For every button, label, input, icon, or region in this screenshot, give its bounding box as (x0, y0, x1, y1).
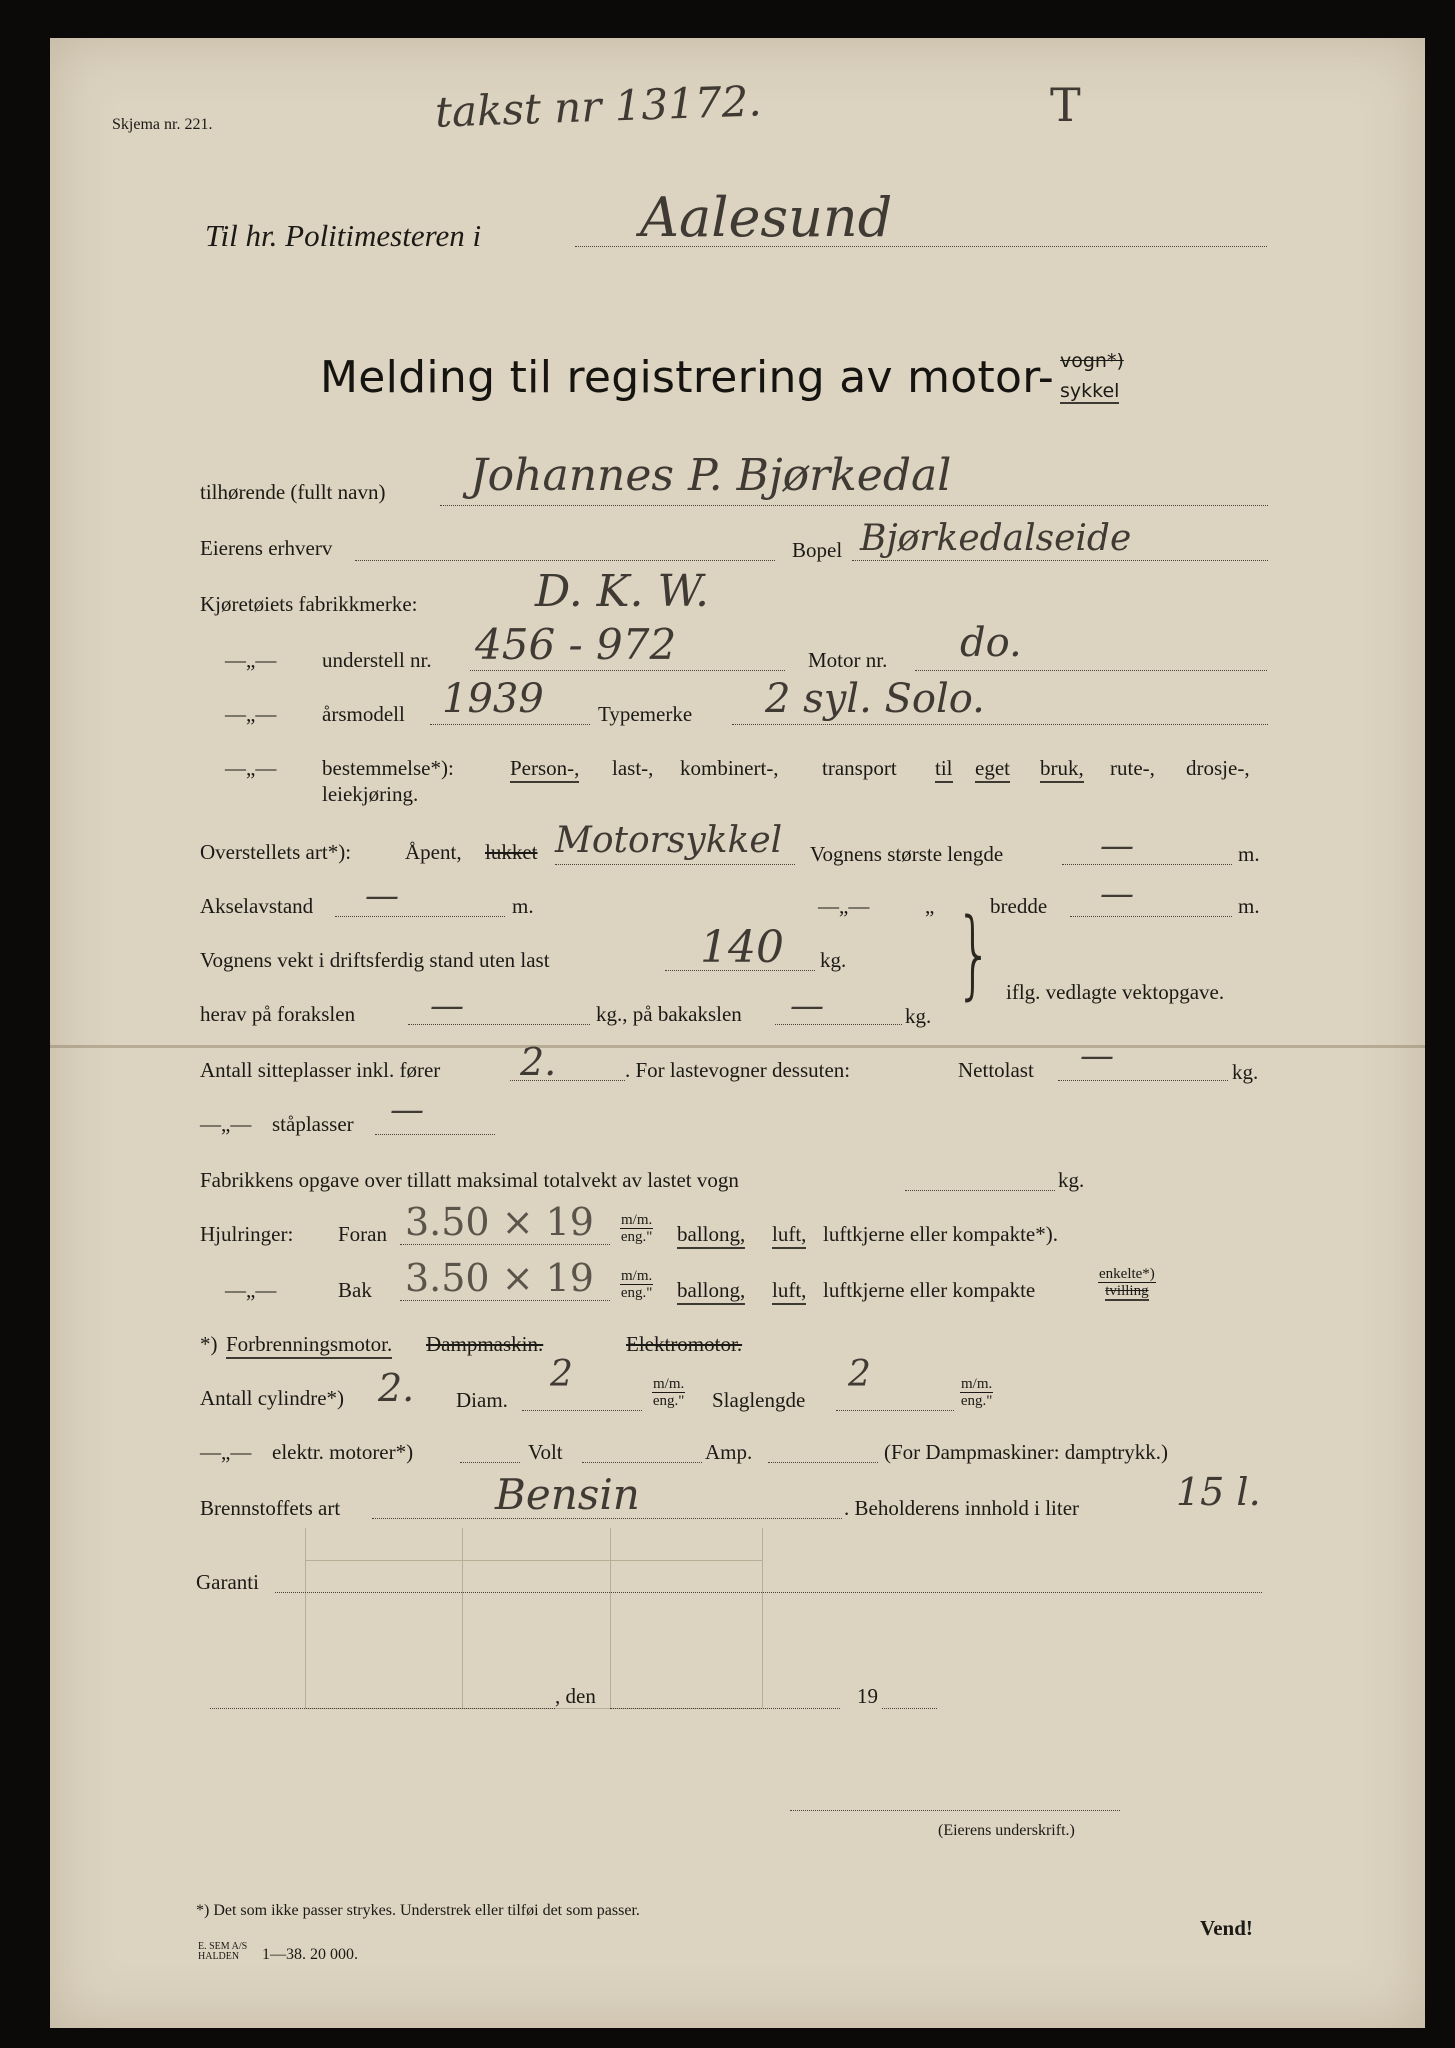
make-label: Kjøretøiets fabrikkmerke: (200, 592, 418, 616)
tyre-rest-front: luftkjerne eller kompakte*). (823, 1222, 1058, 1246)
width-label: bredde (990, 894, 1048, 918)
tyre-rest-rear: luftkjerne eller kompakte (823, 1278, 1036, 1302)
motor-steam: Dampmaskin. (426, 1332, 544, 1356)
max-weight-label: Fabrikkens opgave over tillatt maksimal totalvekt av lastet vogn (200, 1168, 739, 1192)
handwritten-make: D. K. W. (535, 566, 710, 617)
handwritten-engine-no: do. (960, 620, 1022, 666)
lorry-label: . For lastevogner dessuten: (625, 1058, 851, 1082)
motor-electric: Elektromotor. (626, 1332, 743, 1356)
chassis-line (470, 670, 785, 671)
handwritten-weight: 140 (700, 922, 784, 973)
purpose-bruk: bruk, (1040, 756, 1084, 783)
owner-line (440, 505, 1268, 506)
purpose-label: bestemmelse*): (322, 756, 454, 780)
length-label: Vognens største lengde (810, 842, 1004, 866)
standing-line (375, 1134, 495, 1135)
ghost-rule (762, 1528, 763, 1708)
footnote: *) Det som ikke passer strykes. Understrek eller tilføi det som passer. (196, 1902, 640, 1919)
tyre-luft: luft, (772, 1222, 806, 1249)
single-twin-fraction: enkelte*) tvilling (1099, 1266, 1155, 1299)
purpose-person: Person-, (510, 756, 579, 783)
engine-label: Motor nr. (808, 648, 888, 672)
elec-label: elektr. motorer*) (272, 1440, 414, 1464)
diam-line (522, 1410, 642, 1411)
handwritten-type: 2 syl. Solo. (765, 676, 985, 722)
body-open: Åpent, (405, 840, 462, 864)
unit-fraction: m/m. eng." (652, 1376, 685, 1409)
width-line (1070, 916, 1232, 917)
purpose-last: last-, (612, 756, 654, 780)
title-option-vogn: vogn*) (1060, 350, 1124, 372)
ditto-mark: —„— (225, 1278, 277, 1302)
handwritten-body-type: Motorsykkel (555, 820, 783, 861)
steam-label: (For Dampmaskiner: damptrykk.) (884, 1440, 1169, 1464)
tyre-luft: luft, (772, 1278, 806, 1305)
print-run: 1—38. 20 000. (262, 1946, 358, 1963)
wheelbase-label: Akselavstand (200, 894, 314, 918)
title-option-sykkel: sykkel (1060, 380, 1120, 402)
handwritten-wheelbase: — (365, 876, 399, 916)
wheelbase-line (335, 916, 505, 917)
unit-kg: kg. (905, 1004, 932, 1028)
cyl-label: Antall cylindre*) (200, 1386, 345, 1410)
date-year: 19 (857, 1684, 878, 1708)
tyre-ballong: ballong, (677, 1222, 745, 1249)
handwritten-front-axle: — (430, 986, 464, 1026)
signature-line (790, 1810, 1120, 1811)
rear-axle-label: kg., på bakakslen (596, 1002, 742, 1026)
unit-fraction: m/m. eng." (620, 1268, 653, 1301)
ditto-mark: —„— (225, 702, 277, 726)
unit-m: m. (1238, 842, 1260, 866)
handwritten-payload: — (1080, 1036, 1114, 1076)
occupation-label: Eierens erhverv (200, 536, 333, 560)
ditto-mark: —„— (225, 756, 277, 780)
date-line (610, 1708, 840, 1709)
salutation: Til hr. Politimesteren i (205, 218, 482, 253)
tank-label: . Beholderens innhold i liter (844, 1496, 1080, 1520)
unit-m: m. (512, 894, 534, 918)
front-axle-label: herav på forakslen (200, 1002, 356, 1026)
payload-line (1058, 1080, 1228, 1081)
handwritten-chassis-no: 456 - 972 (475, 620, 677, 669)
payload-label: Nettolast (958, 1058, 1034, 1082)
purpose-eget: eget (975, 756, 1010, 783)
handwritten-ref-number: takst nr 13172. (434, 76, 763, 137)
handwritten-city: Aalesund (640, 186, 893, 249)
handwritten-seats: 2. (520, 1040, 557, 1084)
standing-label: ståplasser (272, 1112, 354, 1136)
handwritten-tyre-front: 3.50 × 19 (405, 1200, 594, 1244)
front-label: Foran (338, 1222, 387, 1246)
length-line (1062, 864, 1232, 865)
stroke-line (836, 1410, 954, 1411)
engine-line (915, 670, 1267, 671)
unit-m: m. (1238, 894, 1260, 918)
ditto-mark: —„— (225, 648, 277, 672)
purpose-transport: transport (822, 756, 897, 780)
date-den: , den (555, 1684, 596, 1708)
weight-note: iflg. vedlagte vektopgave. (1006, 980, 1225, 1004)
amp-label: Amp. (705, 1440, 753, 1464)
unit-kg: kg. (1058, 1168, 1085, 1192)
purpose-kombinert: kombinert-, (680, 756, 779, 780)
weight-brace: } (955, 899, 994, 1011)
handwritten-fuel: Bensin (495, 1470, 640, 1519)
body-closed: lukket (485, 840, 538, 864)
purpose-drosje: drosje-, (1186, 756, 1250, 780)
fuel-label: Brennstoffets art (200, 1496, 341, 1520)
ditto-mark: —„— (200, 1112, 252, 1136)
handwritten-residence: Bjørkedalseide (860, 518, 1132, 559)
handwritten-length: — (1100, 826, 1134, 866)
ghost-rule (610, 1528, 611, 1708)
ditto-mark: —„— (818, 894, 870, 918)
handwritten-tank: 15 l. (1176, 1470, 1261, 1514)
tyre-front-line (400, 1244, 610, 1245)
ghost-rule (305, 1528, 306, 1708)
handwritten-tyre-rear: 3.50 × 19 (405, 1256, 594, 1300)
purpose-leie: leiekjøring. (322, 782, 419, 806)
printer-mark: E. SEM A/S HALDEN (198, 1941, 248, 1962)
type-line (732, 724, 1268, 725)
rear-label: Bak (338, 1278, 372, 1302)
paper-fold (50, 1045, 1425, 1048)
body-label: Overstellets art*): (200, 840, 352, 864)
weight-label: Vognens vekt i driftsferdig stand uten last (200, 948, 550, 972)
handwritten-model-year: 1939 (442, 676, 544, 722)
year-label: årsmodell (322, 702, 405, 726)
signature-label: (Eierens underskrift.) (938, 1822, 1075, 1839)
tyre-rear-line (400, 1300, 610, 1301)
ditto-quote: „ (925, 894, 935, 918)
guarantee-line (275, 1592, 1262, 1593)
form-sheet (50, 38, 1425, 2028)
unit-fraction: m/m. eng." (620, 1212, 653, 1245)
ghost-rule (462, 1528, 463, 1708)
year-line (882, 1708, 937, 1709)
handwritten-owner-name: Johannes P. Bjørkedal (470, 450, 952, 501)
unit-kg: kg. (820, 948, 847, 972)
handwritten-cylinders: 2. (378, 1366, 415, 1410)
handwritten-diameter: 2 (550, 1354, 573, 1395)
body-line (555, 864, 795, 865)
type-label: Typemerke (598, 702, 693, 726)
purpose-til: til (935, 756, 953, 783)
stroke-label: Slaglengde (712, 1388, 806, 1412)
ghost-rule (305, 1560, 762, 1561)
motor-combustion: Forbrenningsmotor. (226, 1332, 392, 1359)
unit-fraction: m/m. eng." (960, 1376, 993, 1409)
motor-note-star: *) (200, 1332, 218, 1356)
residence-line (852, 560, 1268, 561)
tyre-ballong: ballong, (677, 1278, 745, 1305)
volt-label: Volt (528, 1440, 563, 1464)
turn-over: Vend! (1200, 1916, 1253, 1940)
handwritten-stroke: 2 (848, 1354, 871, 1395)
handwritten-rear-axle: — (790, 986, 824, 1026)
owner-label: tilhørende (fullt navn) (200, 480, 386, 504)
elec-line (460, 1462, 520, 1463)
handwritten-standing: — (390, 1090, 424, 1130)
amp-line (768, 1462, 878, 1463)
handwritten-mark: T (1050, 78, 1081, 132)
volt-line (582, 1462, 702, 1463)
form-number: Skjema nr. 221. (112, 116, 213, 133)
chassis-label: understell nr. (322, 648, 432, 672)
max-weight-line (905, 1190, 1055, 1191)
seats-label: Antall sitteplasser inkl. fører (200, 1058, 441, 1082)
occupation-line (355, 560, 775, 561)
unit-kg: kg. (1232, 1060, 1259, 1084)
handwritten-width: — (1100, 874, 1134, 914)
form-title: Melding til registrering av motor- (320, 352, 1055, 403)
year-line (430, 724, 590, 725)
residence-label: Bopel (792, 538, 843, 562)
ditto-mark: —„— (200, 1440, 252, 1464)
purpose-rute: rute-, (1110, 756, 1155, 780)
guarantee-label: Garanti (196, 1570, 259, 1594)
tyres-label: Hjulringer: (200, 1222, 294, 1246)
place-line (210, 1708, 555, 1709)
diam-label: Diam. (456, 1388, 508, 1412)
